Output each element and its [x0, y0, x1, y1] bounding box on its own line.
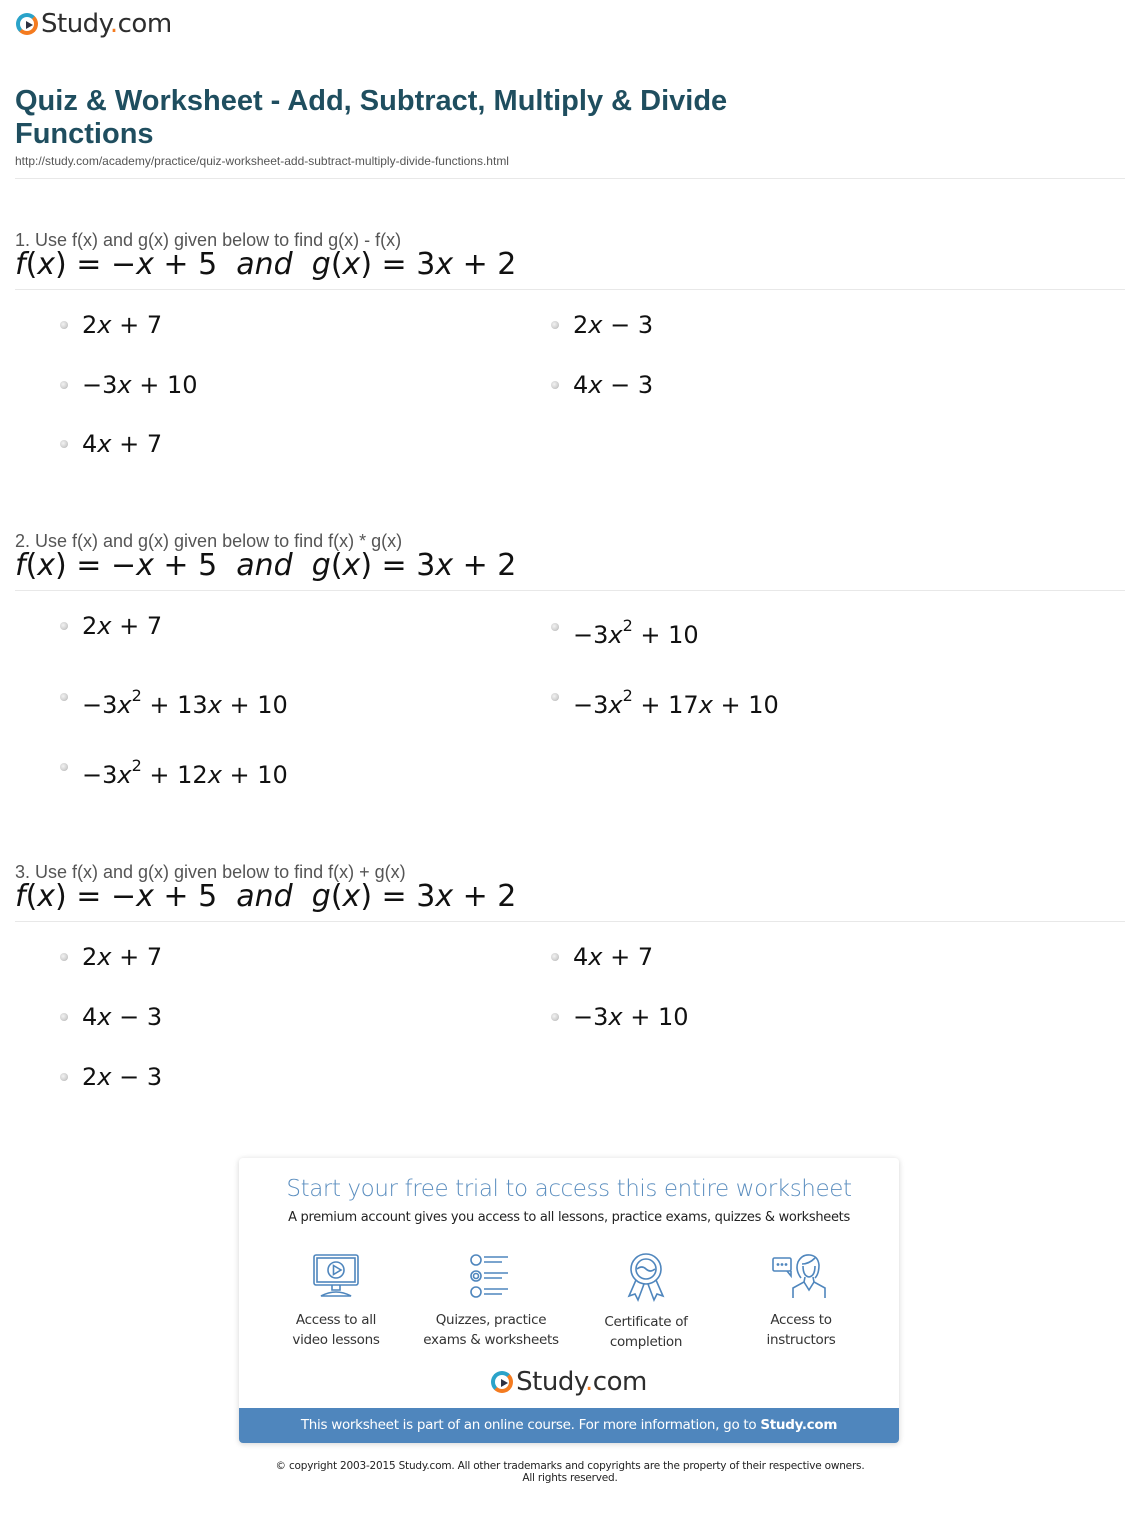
answer-option[interactable]	[60, 1004, 162, 1030]
logo-wordmark	[516, 1368, 647, 1396]
radio-button[interactable]	[551, 1013, 559, 1021]
answer-option[interactable]	[551, 944, 653, 970]
question-equation: f(x) = −x + 5 and g(x) = 3x + 2	[15, 879, 517, 914]
logo-wordmark	[41, 10, 172, 38]
radio-button[interactable]	[551, 623, 559, 631]
question-equation: f(x) = −x + 5 and g(x) = 3x + 2	[15, 548, 517, 583]
feature-label-line: video lessons	[292, 1332, 380, 1348]
radio-button[interactable]	[60, 763, 68, 771]
question-prompt: 3. Use f(x) and g(x) given below to find f(x) + g(x)	[15, 862, 406, 882]
option-label: 2x + 7	[82, 612, 163, 640]
question-divider	[15, 289, 1125, 290]
logo-text-main: Study	[516, 1367, 586, 1397]
option-label: 4x + 7	[82, 430, 163, 458]
radio-button[interactable]	[60, 693, 68, 701]
page-url: http://study.com/academy/practice/quiz-worksheet-add-subtract-multiply-divide-functions.html	[15, 154, 509, 168]
option-label: 2x − 3	[82, 1063, 163, 1091]
promo-bar-text: This worksheet is part of an online course. For more information, go to	[300, 1417, 761, 1433]
question-prompt: 2. Use f(x) and g(x) given below to find f(x) * g(x)	[15, 531, 403, 551]
answer-option[interactable]	[60, 684, 288, 718]
answer-option[interactable]	[551, 684, 779, 718]
option-label: 2x − 3	[573, 311, 654, 339]
option-label: 4x + 7	[573, 943, 654, 971]
promo-title: Start your free trial to access this entire worksheet	[286, 1176, 852, 1202]
answer-option[interactable]	[551, 614, 699, 648]
answer-option[interactable]	[551, 312, 653, 338]
feature-quizzes	[416, 1252, 566, 1350]
radio-button[interactable]	[551, 321, 559, 329]
copyright-notice	[0, 1460, 1140, 1484]
feature-label-line: exams & worksheets	[423, 1332, 559, 1348]
option-label: −3x + 10	[82, 371, 198, 399]
radio-button[interactable]	[60, 953, 68, 961]
answer-option[interactable]	[551, 1004, 689, 1030]
logo-text-dot: .	[585, 1367, 593, 1397]
logo-text-main: Study	[41, 9, 110, 39]
question-equation: f(x) = −x + 5 and g(x) = 3x + 2	[15, 247, 517, 282]
logo-text-tld: com	[117, 9, 172, 39]
study-com-link[interactable]: Study.com	[760, 1417, 838, 1433]
answer-option[interactable]	[60, 944, 162, 970]
radio-button[interactable]	[551, 953, 559, 961]
feature-instructors	[726, 1252, 876, 1350]
feature-video-lessons	[261, 1252, 411, 1350]
instructor-chat-icon	[771, 1252, 831, 1300]
feature-label-line: Certificate of	[604, 1314, 688, 1330]
answer-option[interactable]	[551, 372, 653, 398]
study-com-logo[interactable]	[16, 10, 172, 38]
option-label: 4x − 3	[573, 371, 654, 399]
feature-label-line: Access to	[770, 1312, 832, 1328]
header-divider	[15, 178, 1125, 179]
free-trial-promo	[239, 1158, 899, 1443]
option-label: 2x + 7	[82, 943, 163, 971]
question-prompt: 1. Use f(x) and g(x) given below to find g(x) - f(x)	[15, 230, 402, 250]
play-circle-logo-icon	[491, 1371, 513, 1393]
copyright-line: © copyright 2003-2015 Study.com. All other trademarks and copyrights are the property of their respective owners.	[275, 1460, 865, 1472]
radio-button[interactable]	[60, 1013, 68, 1021]
promo-study-com-logo[interactable]	[239, 1368, 899, 1396]
page-title: Quiz & Worksheet - Add, Subtract, Multiply & Divide Functions	[15, 85, 728, 150]
question-divider	[15, 590, 1125, 591]
option-label: 4x − 3	[82, 1003, 163, 1031]
promo-info-bar	[239, 1408, 899, 1443]
quiz-list-icon	[468, 1252, 514, 1300]
feature-label-line: Quizzes, practice	[435, 1312, 547, 1328]
option-label: $-3x^2 + 12x + 10$	[82, 756, 288, 789]
answer-option[interactable]	[60, 1064, 162, 1090]
monitor-play-icon	[311, 1252, 361, 1300]
question-divider	[15, 921, 1125, 922]
option-label: $-3x^2 + 10$	[573, 616, 699, 649]
option-label: $-3x^2 + 13x + 10$	[82, 686, 288, 719]
radio-button[interactable]	[60, 1073, 68, 1081]
answer-option[interactable]	[60, 312, 162, 338]
copyright-line: All rights reserved.	[522, 1472, 618, 1484]
radio-button[interactable]	[551, 693, 559, 701]
answer-option[interactable]	[60, 754, 288, 788]
play-circle-logo-icon	[16, 13, 38, 35]
radio-button[interactable]	[60, 381, 68, 389]
feature-certificate	[571, 1252, 721, 1352]
feature-label-line: completion	[609, 1334, 683, 1350]
certificate-ribbon-icon	[624, 1252, 668, 1302]
feature-label-line: instructors	[766, 1332, 836, 1348]
answer-option[interactable]	[60, 613, 162, 639]
option-label: $-3x^2 + 17x + 10$	[573, 686, 779, 719]
logo-text-dot: .	[109, 9, 118, 39]
answer-option[interactable]	[60, 372, 198, 398]
radio-button[interactable]	[60, 622, 68, 630]
radio-button[interactable]	[60, 440, 68, 448]
feature-label-line: Access to all	[295, 1312, 377, 1328]
option-label: −3x + 10	[573, 1003, 689, 1031]
radio-button[interactable]	[551, 381, 559, 389]
radio-button[interactable]	[60, 321, 68, 329]
logo-text-tld: com	[592, 1367, 647, 1397]
answer-option[interactable]	[60, 431, 162, 457]
option-label: 2x + 7	[82, 311, 163, 339]
promo-subtitle: A premium account gives you access to all lessons, practice exams, quizzes & worksheets	[288, 1210, 850, 1225]
